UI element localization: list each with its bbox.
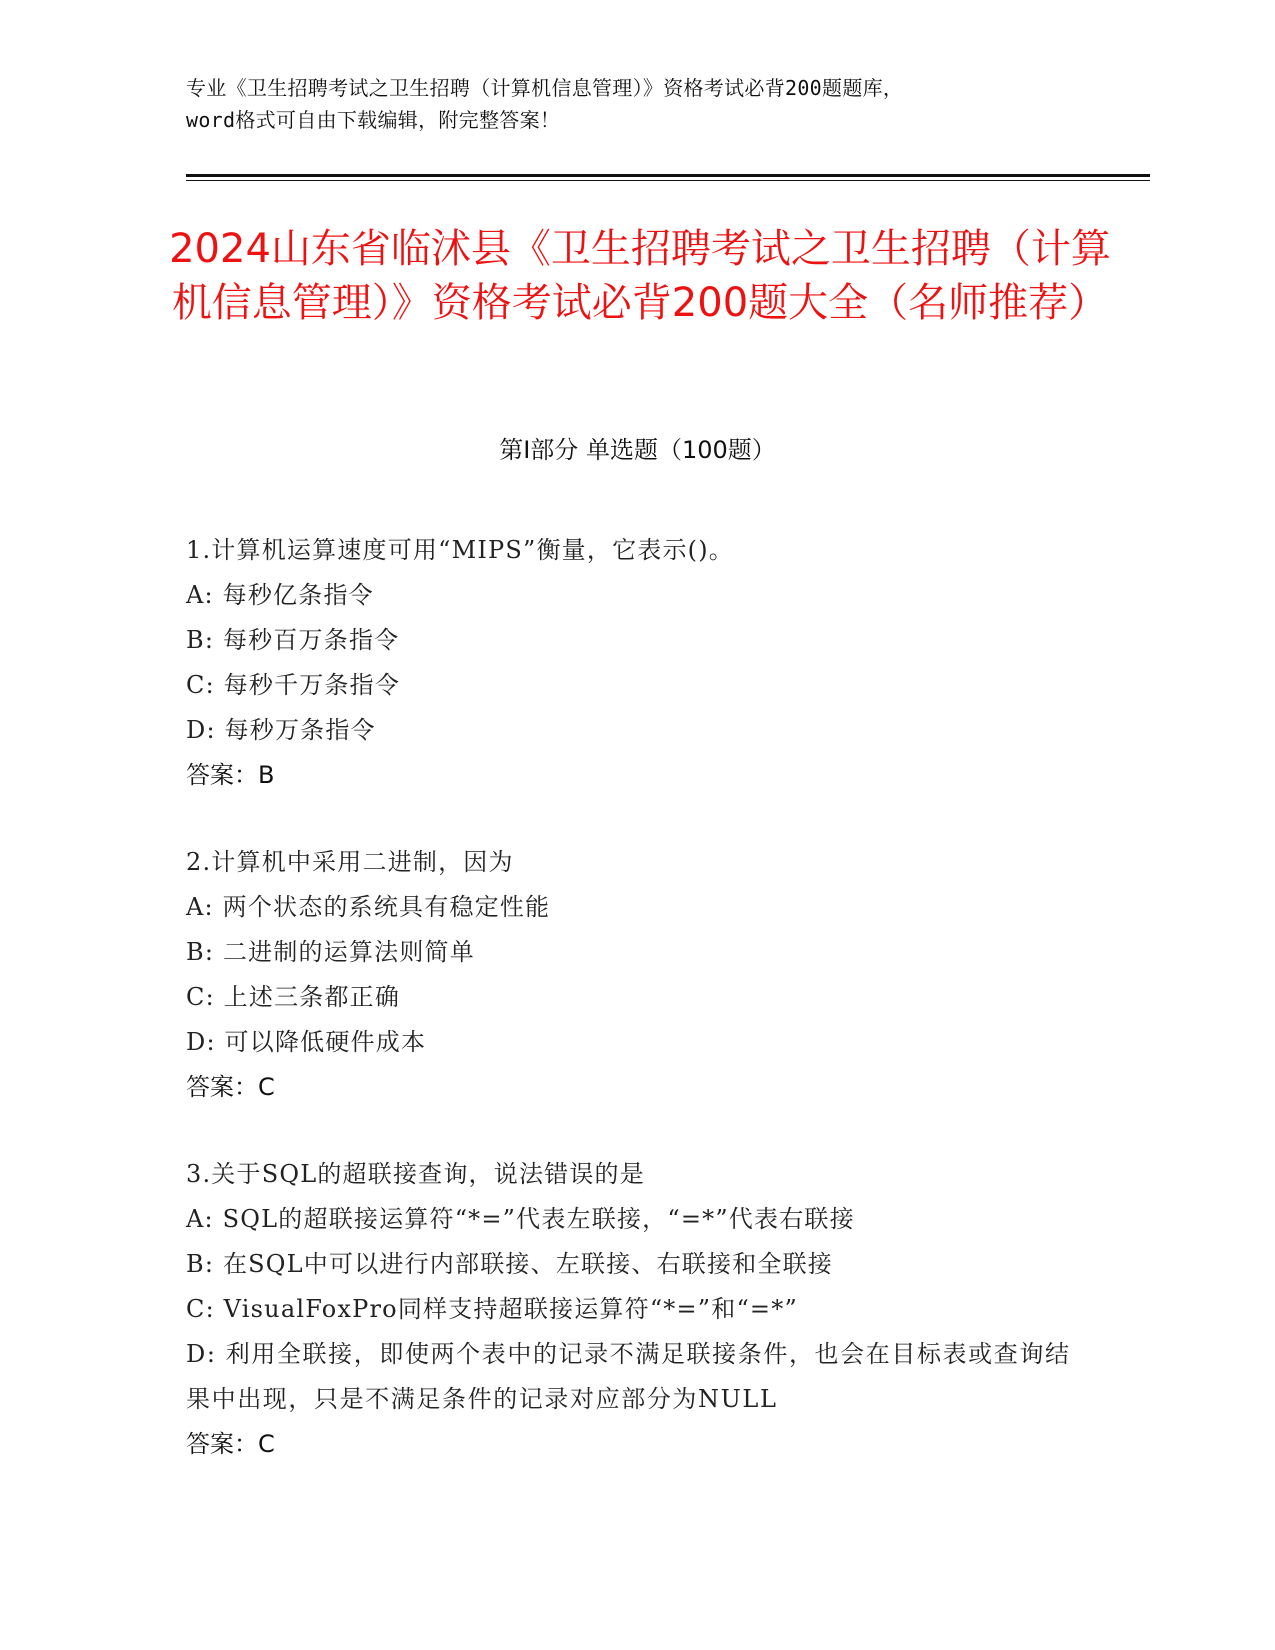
option-c: C: 上述三条都正确 [186,983,401,1011]
header-rule-thick [186,174,1150,177]
question-stem: 2.计算机中采用二进制，因为 [186,848,514,876]
question-list [186,528,1086,1509]
option-b: B: 在SQL中可以进行内部联接、左联接、右联接和全联接 [186,1250,834,1278]
header-note [186,72,1086,136]
question-3 [186,1152,1086,1467]
section-heading: 第I部分 单选题（100题） [499,436,776,464]
answer: 答案：C [186,1430,275,1458]
option-d: D: 每秒万条指令 [186,716,376,744]
header-note-line-1: 专业《卫生招聘考试之卫生招聘（计算机信息管理）》资格考试必背200题题库， [186,76,904,100]
question-1 [186,528,1086,798]
option-c: C: VisualFoxPro同样支持超联接运算符“*=”和“=*” [186,1295,798,1323]
option-a: A: SQL的超联接运算符“*=”代表左联接，“=*”代表右联接 [186,1205,855,1233]
header-rule-thin [186,180,1150,181]
answer: 答案：C [186,1073,275,1101]
question-stem: 3.关于SQL的超联接查询，说法错误的是 [186,1160,645,1188]
option-b: B: 每秒百万条指令 [186,626,400,654]
option-b: B: 二进制的运算法则简单 [186,938,475,966]
option-c: C: 每秒千万条指令 [186,671,401,699]
option-a: A: 两个状态的系统具有稳定性能 [186,893,551,921]
header-note-line-2: word格式可自由下载编辑，附完整答案！ [186,108,561,132]
question-stem: 1.计算机运算速度可用“MIPS”衡量，它表示()。 [186,536,735,564]
document-title: 2024山东省临沭县《卫生招聘考试之卫生招聘（计算机信息管理）》资格考试必背200题大全（名师推荐） [169,226,1111,326]
answer: 答案：B [186,761,275,789]
question-2 [186,840,1086,1110]
option-d: D: 可以降低硬件成本 [186,1028,427,1056]
option-a: A: 每秒亿条指令 [186,581,374,609]
option-d: D: 利用全联接，即使两个表中的记录不满足联接条件，也会在目标表或查询结果中出现，只是不满足条件的记录对应部分为NULL [186,1340,1071,1413]
